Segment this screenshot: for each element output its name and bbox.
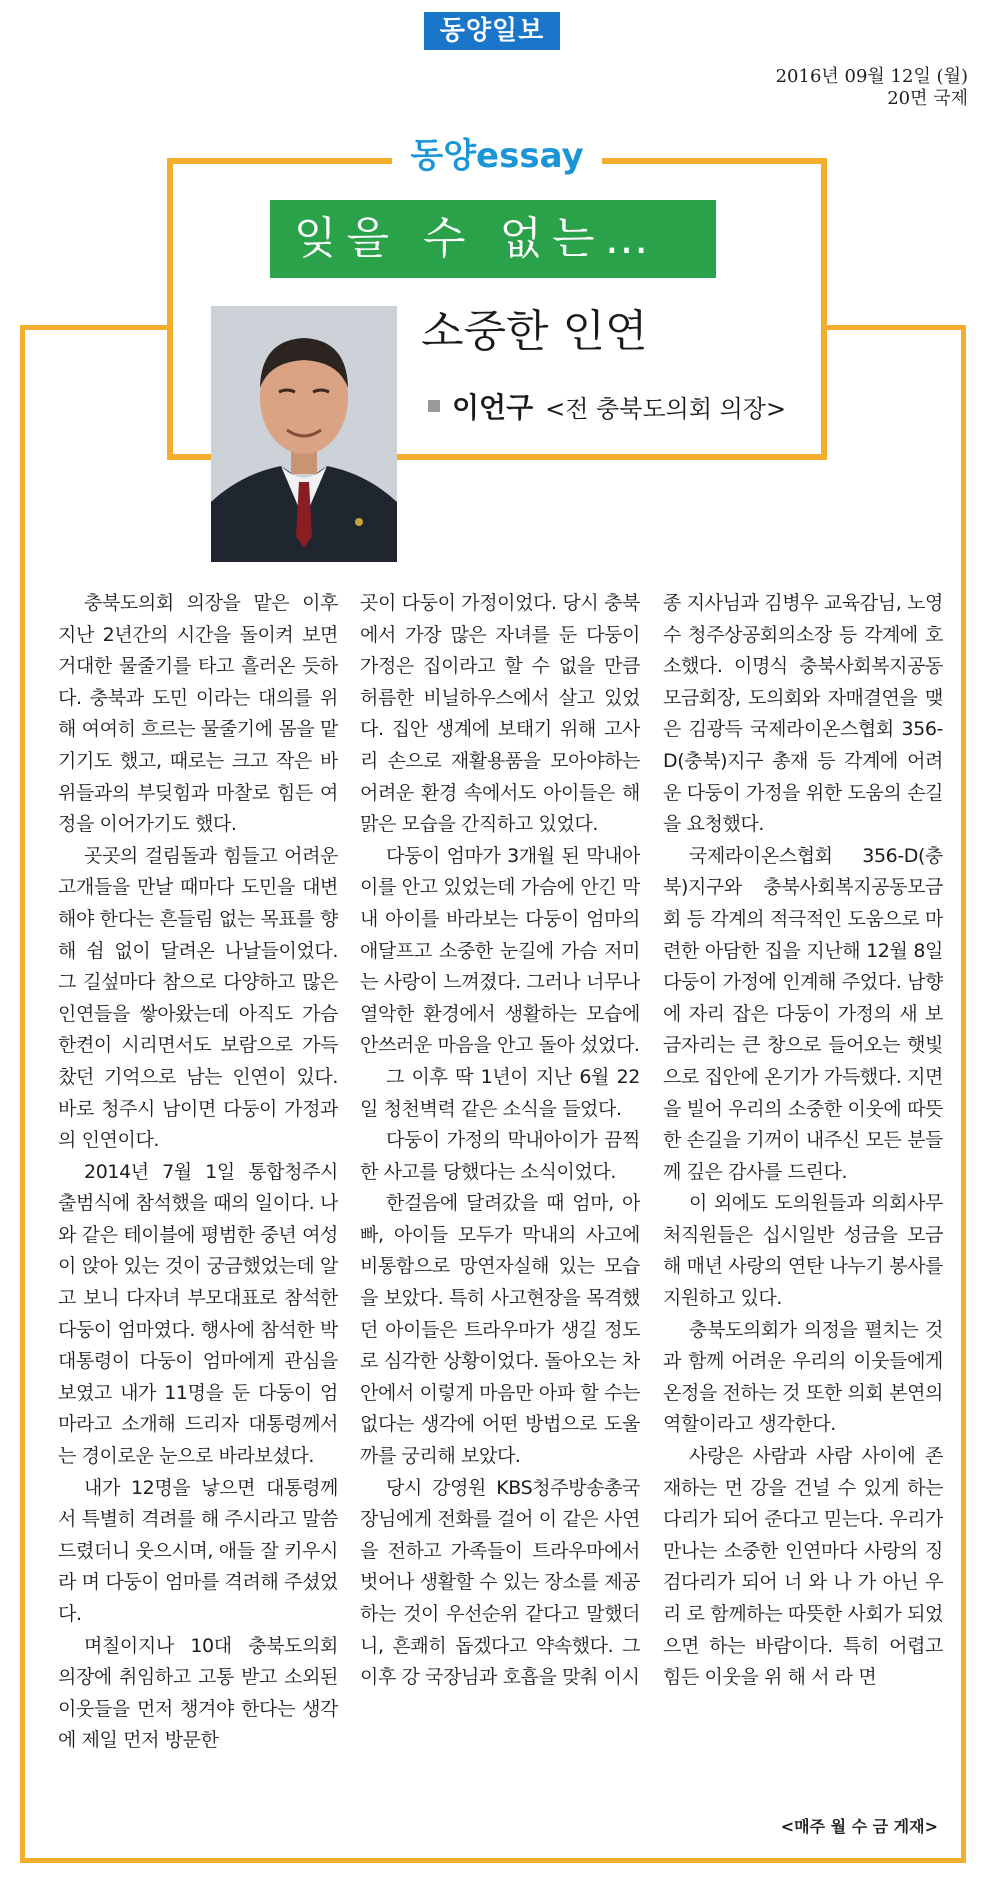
page-section: 20면 국제 [887, 88, 968, 109]
article-paragraph: 내가 12명을 낳으면 대통령께서 특별히 격려를 해 주시라고 말씀드렸더니 웃으시며, 애들 잘 키우시라 며 다둥이 엄마를 격려해 주셨었다. [58, 1476, 338, 1625]
newspaper-logo: 동양일보 [424, 12, 560, 50]
article-paragraph: 이 외에도 도의원들과 의회사무처직원들은 십시일반 성금을 모금해 매년 사랑의 연탄 나누기 봉사를 지원하고 있다. [663, 1192, 943, 1310]
publication-schedule: <매주 월 수 금 게재> [780, 1817, 938, 1836]
article-paragraph: 사랑은 사람과 사람 사이에 존재하는 먼 강을 건널 수 있게 하는 다리가 되어 준다고 믿는다. 우리가 만나는 소중한 인연마다 사랑의 징검다리가 되어 너 와 나 가 아닌 우리 로 함께하는 따뜻한 사회가 되었으면 하는 바람이다. 특히 어렵고 힘든 이웃을 위 해 서 라 면 [663, 1445, 943, 1689]
article-title: 소중한 인연 [421, 306, 648, 357]
series-banner: 잊을 수 없는… [270, 200, 716, 278]
article-paragraph: 그 이후 딱 1년이 지난 6월 22일 청천벽력 같은 소식을 들었다. [360, 1065, 640, 1120]
dateline [776, 66, 968, 110]
article-paragraph: 충북도의회 의장을 맡은 이후 지난 2년간의 시간을 돌이켜 보면 거대한 물줄기를 타고 흘러온 듯하다. 충북과 도민 이라는 대의를 위해 여여히 흐르는 물줄기에 몸을 맡기기도 했고, 때로는 크고 작은 바위들과의 부딪힘과 마찰로 힘든 여정을 이어가기도 했다. [58, 592, 338, 836]
series-logo: 동양essay [392, 130, 602, 182]
article-paragraph: 당시 강영원 KBS청주방송총국장님에게 전화를 걸어 이 같은 사연을 전하고 가족들이 트라우마에서 벗어나 생활할 수 있는 장소를 제공하는 것이 우선순위 같다고 말했더니, 흔쾌히 돕겠다고 약속했다. 그 이후 강 국장님과 호흡을 맞춰 이시 [360, 1476, 640, 1689]
article-paragraph: 2014년 7월 1일 통합청주시 출범식에 참석했을 때의 일이다. 나와 같은 테이블에 평범한 중년 여성이 앉아 있는 것이 궁금했었는데 알고 보니 다자녀 부모대표로 참석한 다둥이 엄마였다. 행사에 참석한 박 대통령이 다둥이 엄마에게 관심을 보였고 내가 11명을 둔 다둥이 엄마라고 소개해 드리자 대통령께서는 경이로운 눈으로 바라보셨다. [58, 1160, 338, 1468]
article-paragraph: 종 지사님과 김병우 교육감님, 노영수 청주상공회의소장 등 각계에 호소했다. 이명식 충북사회복지공동모금회장, 도의회와 자매결연을 맺은 김광득 국제라이온스협회 356-D(충북)지구 총재 등 각계에 어려운 다둥이 가정을 위한 도움의 손길을 요청했다. [663, 592, 943, 836]
author-portrait-image [211, 306, 397, 562]
article-paragraph: 충북도의회가 의정을 펼치는 것과 함께 어려운 우리의 이웃들에게 온정을 전하는 것 또한 의회 본연의 역할이라고 생각한다. [663, 1318, 943, 1436]
article-paragraph: 한걸음에 달려갔을 때 엄마, 아빠, 아이들 모두가 막내의 사고에 비통함으로 망연자실해 있는 모습을 보았다. 특히 사고현장을 목격했던 아이들은 트라우마가 생길 정도로 심각한 상황이었다. 돌아오는 차안에서 이렇게 마음만 아파 할 수는 없다는 생각에 어떤 방법으로 도울까를 궁리해 보았다. [360, 1192, 640, 1468]
byline [428, 388, 786, 429]
article-paragraph: 며칠이지나 10대 충북도의회 의장에 취임하고 고통 받고 소외된 이웃들을 먼저 챙겨야 한다는 생각에 제일 먼저 방문한 [58, 1634, 338, 1752]
article-paragraph: 다둥이 엄마가 3개월 된 막내아이를 안고 있었는데 가슴에 안긴 막내 아이를 바라보는 다둥이 엄마의 애달프고 소중한 눈길에 가슴 저미는 사랑이 느껴졌다. 그러나 너무나 열악한 환경에서 생활하는 모습에 안쓰러운 마음을 안고 돌아 섰었다. [360, 844, 640, 1057]
author-name: 이언구 [452, 391, 534, 424]
article-paragraph: 곳곳의 걸림돌과 힘들고 어려운 고개들을 만날 때마다 도민을 대변해야 한다는 흔들림 없는 목표를 향해 쉼 없이 달려온 나날들이었다. 그 길섶마다 참으로 다양하고 많은 인연들을 쌓아왔는데 아직도 가슴 한켠이 시리면서도 보람으로 가득 찼던 기억으로 남는 인연이 있다. 바로 청주시 남이면 다둥이 가정과의 인연이다. [58, 844, 338, 1152]
author-role: <전 충북도의회 의장> [545, 395, 787, 423]
article-column-1 [58, 588, 338, 1798]
bullet-square-icon [428, 400, 440, 412]
author-photo [211, 306, 397, 562]
article-column-3 [663, 588, 943, 1798]
publication-date: 2016년 09월 12일 (월) [775, 66, 968, 87]
article-column-2 [360, 588, 640, 1798]
article-paragraph: 다둥이 가정의 막내아이가 끔찍한 사고를 당했다는 소식이었다. [360, 1129, 640, 1183]
article-paragraph: 곳이 다둥이 가정이었다. 당시 충북에서 가장 많은 자녀를 둔 다둥이 가정은 집이라고 할 수 없을 만큼 허름한 비닐하우스에서 살고 있었다. 집안 생계에 보태기 위해 고사리 손으로 재활용품을 모아야하는 어려운 환경 속에서도 아이들은 해맑은 모습을 간직하고 있었다. [360, 592, 640, 836]
article-paragraph: 국제라이온스협회 356-D(충북)지구와 충북사회복지공동모금회 등 각계의 적극적인 도움으로 마련한 아담한 집을 지난해 12월 8일 다둥이 가정에 인계해 주었다. 남향에 자리 잡은 다둥이 가정의 새 보금자리는 큰 창으로 들어오는 햇빛으로 집안에 온기가 가득했다. 지면을 빌어 우리의 소중한 이웃에 따뜻한 손길을 기꺼이 내주신 모든 분들께 깊은 감사를 드린다. [663, 844, 943, 1183]
